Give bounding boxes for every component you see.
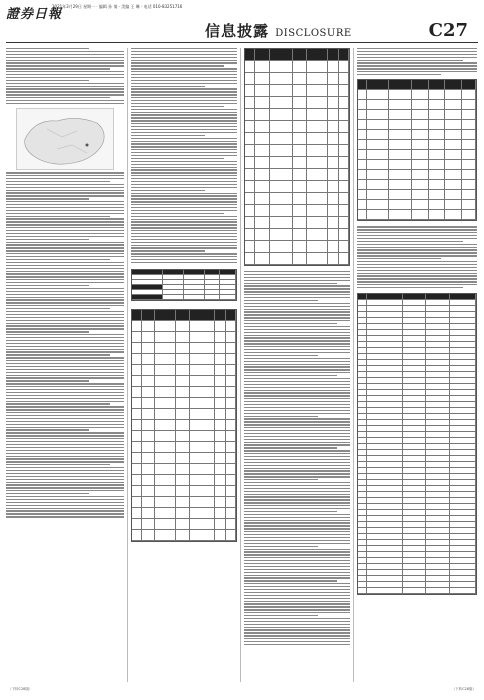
- header-rule: [6, 42, 478, 43]
- col2-small-table: [131, 269, 237, 301]
- col4-middle-table: [357, 79, 477, 221]
- col1-text-block-1: [6, 48, 124, 104]
- column-4: [357, 48, 477, 682]
- footer-continued-right: （下转C28版）: [451, 687, 476, 691]
- china-map-image: [16, 108, 114, 170]
- col3-top-table: [244, 48, 350, 266]
- newspaper-logo: 證券日報: [6, 7, 63, 22]
- col2-long-table: [131, 309, 237, 542]
- section-title-cn: 信息披露: [205, 22, 270, 40]
- column-2: [131, 48, 237, 682]
- column-3: [244, 48, 350, 682]
- section-title: [205, 20, 352, 41]
- col2-text-block-1: [131, 48, 237, 263]
- china-map-figure: [6, 108, 124, 172]
- col4-bottom-table: [357, 293, 477, 595]
- page-number: C27: [428, 20, 468, 41]
- col4-text-block-1: [357, 48, 477, 75]
- column-divider: [240, 48, 241, 682]
- masthead-meta: 2021年3月29日 星期一 · 编辑 孙 倩 · 美编 王 琳 · 电话 010-83251716: [52, 4, 183, 9]
- column-1: [6, 48, 124, 682]
- col4-text-block-2: [357, 226, 477, 288]
- footer-continued-left: （下转C28版）: [8, 687, 33, 691]
- column-divider: [353, 48, 354, 682]
- col3-text-block: [244, 271, 350, 645]
- section-title-en: DISCLOSURE: [275, 28, 352, 39]
- column-divider: [127, 48, 128, 682]
- col1-text-block-2: [6, 172, 124, 517]
